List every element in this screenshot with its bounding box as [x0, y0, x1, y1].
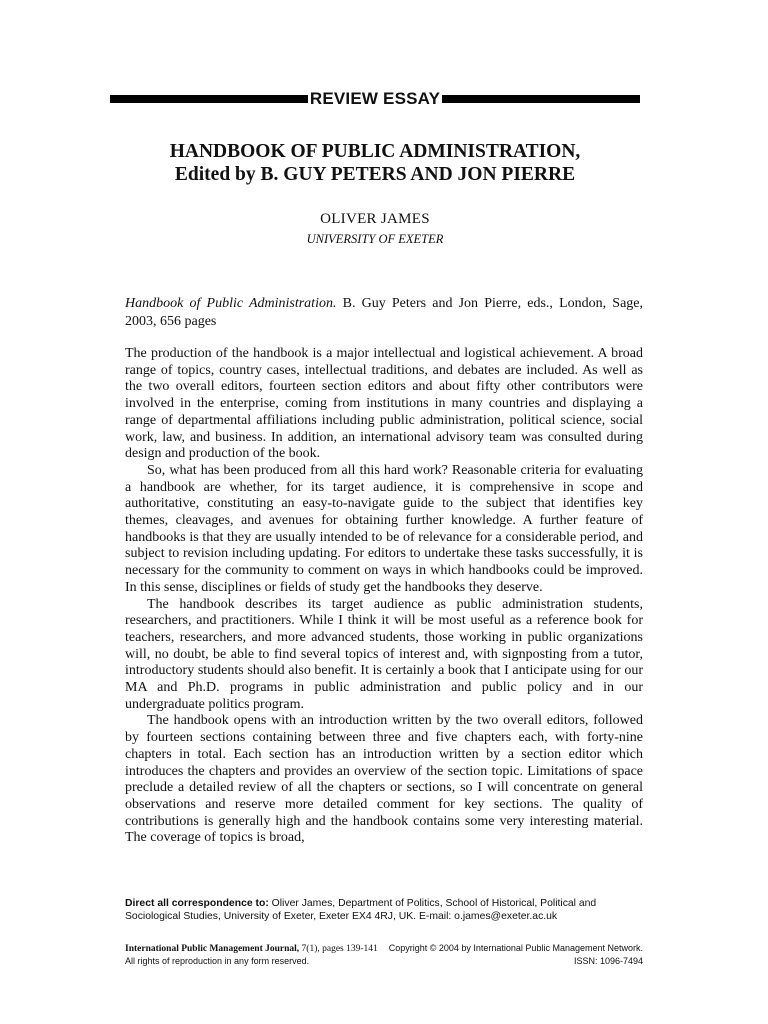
paragraph-3: The handbook describes its target audience as public administration students, researchers, and practitioners. While I think it will be most useful as a reference book for teachers, researchers, and more advanced students, those working in public organizations will, no doubt, be able to find several topics of interest and, with signposting from a tutor, introductory students should also benefit. It is certainly a book that I anticipate using for our MA and Ph.D. programs in public administration and public policy and in our undergraduate politics program.: [125, 596, 643, 712]
footer-journal-info: [125, 943, 378, 956]
footer-journal-name: International Public Management Journal,: [125, 944, 300, 954]
paragraph-1: The production of the handbook is a major intellectual and logistical achievement. A broad range of topics, country cases, intellectual traditions, and debates are included. As well as the two overall editors, fourteen section editors and about fifty other contributors were involved in the enterprise, coming from institutions in many countries and displaying a range of departmental affiliations including public administration, political science, social work, law, and business. In addition, an international advisory team was consulted during design and production of the book.: [125, 346, 643, 462]
title-line-1: HANDBOOK OF PUBLIC ADMINISTRATION,: [169, 141, 581, 162]
citation-book-title: Handbook of Public Administration.: [125, 296, 337, 311]
header-rule-left: [110, 95, 308, 103]
paragraph-4: The handbook opens with an introduction written by the two overall editors, followed by fourteen sections containing between three and five chapters each, with forty-nine chapters in total. Each section has an introduction written by a section editor which introduces the chapters and provides an overview of the section topic. Limitations of space preclude a detailed review of all the chapters or sections, so I will concentrate on general observations and reserve more detailed comment for key sections. The quality of contributions is generally high and the handbook contains some very interesting material. The coverage of topics is broad,: [125, 713, 643, 846]
article-title: [110, 140, 640, 186]
paragraph-2: So, what has been produced from all this hard work? Reasonable criteria for evaluating a handbook are whether, for its target audience, it is comprehensive in scope and authoritative, constituting an easy-to-navigate guide to the subject that identifies key themes, cleavages, and avenues for obtaining further knowledge. A further feature of handbooks is that they are usually intended to be of relevance for a considerable period, and subject to revision including updating. For editors to undertake these tasks successfully, it is necessary for the community to comment on ways in which handbooks could be improved. In this sense, disciplines or fields of study get the handbooks they deserve.: [125, 462, 643, 595]
section-label: REVIEW ESSAY: [309, 89, 441, 108]
footer-rights: All rights of reproduction in any form reserved.: [125, 955, 310, 966]
footer-row-2: [125, 956, 643, 968]
footer-row-1: [125, 943, 643, 956]
correspondence-lead: Direct all correspondence to:: [125, 898, 269, 909]
author-name: OLIVER JAMES: [320, 211, 430, 227]
title-line-2: Edited by B. GUY PETERS AND JON PIERRE: [174, 164, 576, 185]
author-affiliation: UNIVERSITY OF EXETER: [306, 232, 444, 246]
footer-pages: 7(1), pages 139-141: [299, 944, 378, 954]
correspondence-text: Oliver James, Department of Politics, School of Historical, Political and Sociological Studies, University of Exeter, Exeter EX4 4RJ, UK. E-mail: o.james@exeter.ac.uk: [125, 898, 597, 922]
footer-issn: ISSN: 1096-7494: [573, 955, 643, 966]
body-text: [125, 346, 643, 847]
book-citation: [125, 295, 643, 330]
correspondence-note: [125, 897, 643, 923]
review-essay-header: [110, 89, 640, 109]
page-footer: [125, 943, 643, 967]
citation-details: B. Guy Peters and Jon Pierre, eds., London, Sage, 2003, 656 pages: [125, 296, 643, 329]
footer-copyright: Copyright © 2004 by International Public Management Network.: [388, 943, 643, 953]
header-rule-right: [442, 95, 640, 103]
